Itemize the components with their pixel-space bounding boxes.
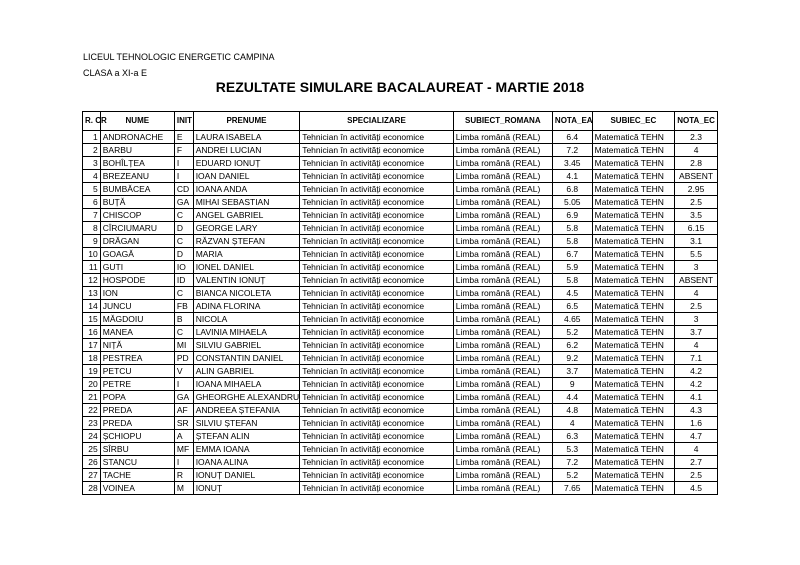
math-subject-cell: Matematică TEHN bbox=[592, 378, 675, 391]
romanian-subject-cell: Limba română (REAL) bbox=[453, 261, 552, 274]
romanian-subject-cell: Limba română (REAL) bbox=[453, 482, 552, 495]
specialization-cell: Tehnician în activități economice bbox=[300, 196, 454, 209]
table-row bbox=[83, 248, 718, 261]
math-subject-cell: Matematică TEHN bbox=[592, 222, 675, 235]
table-row bbox=[83, 235, 718, 248]
romanian-subject-cell: Limba română (REAL) bbox=[453, 352, 552, 365]
math-grade-cell: 5.5 bbox=[675, 248, 718, 261]
initial-cell: CD bbox=[174, 183, 193, 196]
col-header-specializare: SPECIALIZARE bbox=[300, 112, 454, 131]
math-grade-cell: 4.2 bbox=[675, 378, 718, 391]
first-name-cell: ADINA FLORINA bbox=[193, 300, 300, 313]
romanian-subject-cell: Limba română (REAL) bbox=[453, 326, 552, 339]
romanian-subject-cell: Limba română (REAL) bbox=[453, 391, 552, 404]
last-name-cell: PREDA bbox=[100, 417, 174, 430]
initial-cell: IO bbox=[174, 261, 193, 274]
initial-cell: F bbox=[174, 144, 193, 157]
first-name-cell: GHEORGHE ALEXANDRU bbox=[193, 391, 300, 404]
first-name-cell: GEORGE LARY bbox=[193, 222, 300, 235]
math-grade-cell: 1.6 bbox=[675, 417, 718, 430]
col-header-subiec-ec: SUBIEC_EC bbox=[592, 112, 675, 131]
first-name-cell: EDUARD IONUȚ bbox=[193, 157, 300, 170]
romanian-grade-cell: 4.65 bbox=[552, 313, 592, 326]
initial-cell: I bbox=[174, 378, 193, 391]
romanian-grade-cell: 9 bbox=[552, 378, 592, 391]
row-number-cell: 10 bbox=[83, 248, 101, 261]
math-subject-cell: Matematică TEHN bbox=[592, 170, 675, 183]
math-subject-cell: Matematică TEHN bbox=[592, 144, 675, 157]
romanian-grade-cell: 6.8 bbox=[552, 183, 592, 196]
row-number-cell: 5 bbox=[83, 183, 101, 196]
initial-cell: I bbox=[174, 170, 193, 183]
romanian-grade-cell: 6.9 bbox=[552, 209, 592, 222]
row-number-cell: 6 bbox=[83, 196, 101, 209]
math-grade-cell: 4 bbox=[675, 144, 718, 157]
table-row bbox=[83, 196, 718, 209]
math-subject-cell: Matematică TEHN bbox=[592, 339, 675, 352]
row-number-cell: 7 bbox=[83, 209, 101, 222]
romanian-subject-cell: Limba română (REAL) bbox=[453, 365, 552, 378]
first-name-cell: CONSTANTIN DANIEL bbox=[193, 352, 300, 365]
math-subject-cell: Matematică TEHN bbox=[592, 131, 675, 144]
math-subject-cell: Matematică TEHN bbox=[592, 443, 675, 456]
row-number-cell: 23 bbox=[83, 417, 101, 430]
math-grade-cell: 4.7 bbox=[675, 430, 718, 443]
first-name-cell: IONUȚ bbox=[193, 482, 300, 495]
last-name-cell: BUȚĂ bbox=[100, 196, 174, 209]
romanian-grade-cell: 9.2 bbox=[552, 352, 592, 365]
initial-cell: V bbox=[174, 365, 193, 378]
first-name-cell: SILVIU ȘTEFAN bbox=[193, 417, 300, 430]
math-grade-cell: 7.1 bbox=[675, 352, 718, 365]
table-row bbox=[83, 404, 718, 417]
page-title: REZULTATE SIMULARE BACALAUREAT - MARTIE 2018 bbox=[215, 79, 585, 95]
math-grade-cell: 2.7 bbox=[675, 456, 718, 469]
first-name-cell: SILVIU GABRIEL bbox=[193, 339, 300, 352]
specialization-cell: Tehnician în activități economice bbox=[300, 261, 454, 274]
romanian-grade-cell: 3.45 bbox=[552, 157, 592, 170]
math-subject-cell: Matematică TEHN bbox=[592, 300, 675, 313]
row-number-cell: 17 bbox=[83, 339, 101, 352]
row-number-cell: 26 bbox=[83, 456, 101, 469]
math-grade-cell: 2.5 bbox=[675, 469, 718, 482]
specialization-cell: Tehnician în activități economice bbox=[300, 235, 454, 248]
initial-cell: FB bbox=[174, 300, 193, 313]
first-name-cell: MARIA bbox=[193, 248, 300, 261]
math-subject-cell: Matematică TEHN bbox=[592, 365, 675, 378]
col-header-nota-ec: NOTA_EC bbox=[675, 112, 718, 131]
math-grade-cell: 3 bbox=[675, 261, 718, 274]
math-subject-cell: Matematică TEHN bbox=[592, 157, 675, 170]
first-name-cell: BIANCA NICOLETA bbox=[193, 287, 300, 300]
math-subject-cell: Matematică TEHN bbox=[592, 313, 675, 326]
math-grade-cell: 2.5 bbox=[675, 300, 718, 313]
table-row bbox=[83, 313, 718, 326]
math-grade-cell: 4 bbox=[675, 443, 718, 456]
romanian-subject-cell: Limba română (REAL) bbox=[453, 417, 552, 430]
romanian-subject-cell: Limba română (REAL) bbox=[453, 222, 552, 235]
romanian-grade-cell: 5.05 bbox=[552, 196, 592, 209]
math-grade-cell: 3.1 bbox=[675, 235, 718, 248]
romanian-grade-cell: 6.2 bbox=[552, 339, 592, 352]
math-subject-cell: Matematică TEHN bbox=[592, 391, 675, 404]
romanian-grade-cell: 5.8 bbox=[552, 274, 592, 287]
row-number-cell: 2 bbox=[83, 144, 101, 157]
math-grade-cell: 4 bbox=[675, 339, 718, 352]
romanian-grade-cell: 5.8 bbox=[552, 222, 592, 235]
last-name-cell: PESTREA bbox=[100, 352, 174, 365]
row-number-cell: 4 bbox=[83, 170, 101, 183]
last-name-cell: PETRE bbox=[100, 378, 174, 391]
specialization-cell: Tehnician în activități economice bbox=[300, 222, 454, 235]
row-number-cell: 22 bbox=[83, 404, 101, 417]
first-name-cell: EMMA IOANA bbox=[193, 443, 300, 456]
row-number-cell: 21 bbox=[83, 391, 101, 404]
specialization-cell: Tehnician în activități economice bbox=[300, 417, 454, 430]
romanian-grade-cell: 7.2 bbox=[552, 144, 592, 157]
romanian-grade-cell: 6.4 bbox=[552, 131, 592, 144]
romanian-grade-cell: 4.1 bbox=[552, 170, 592, 183]
specialization-cell: Tehnician în activități economice bbox=[300, 365, 454, 378]
math-grade-cell: 3.5 bbox=[675, 209, 718, 222]
romanian-subject-cell: Limba română (REAL) bbox=[453, 430, 552, 443]
table-row bbox=[83, 131, 718, 144]
initial-cell: GA bbox=[174, 196, 193, 209]
last-name-cell: JUNCU bbox=[100, 300, 174, 313]
math-subject-cell: Matematică TEHN bbox=[592, 287, 675, 300]
math-grade-cell: 2.5 bbox=[675, 196, 718, 209]
math-grade-cell: 2.95 bbox=[675, 183, 718, 196]
initial-cell: GA bbox=[174, 391, 193, 404]
first-name-cell: IOANA ALINA bbox=[193, 456, 300, 469]
initial-cell: C bbox=[174, 209, 193, 222]
last-name-cell: MĂGDOIU bbox=[100, 313, 174, 326]
table-row bbox=[83, 430, 718, 443]
romanian-grade-cell: 7.2 bbox=[552, 456, 592, 469]
math-subject-cell: Matematică TEHN bbox=[592, 404, 675, 417]
math-grade-cell: 2.8 bbox=[675, 157, 718, 170]
row-number-cell: 15 bbox=[83, 313, 101, 326]
table-row bbox=[83, 287, 718, 300]
row-number-cell: 9 bbox=[83, 235, 101, 248]
math-subject-cell: Matematică TEHN bbox=[592, 248, 675, 261]
specialization-cell: Tehnician în activități economice bbox=[300, 209, 454, 222]
row-number-cell: 8 bbox=[83, 222, 101, 235]
initial-cell: MF bbox=[174, 443, 193, 456]
row-number-cell: 1 bbox=[83, 131, 101, 144]
row-number-cell: 3 bbox=[83, 157, 101, 170]
math-grade-cell: 4.1 bbox=[675, 391, 718, 404]
specialization-cell: Tehnician în activități economice bbox=[300, 326, 454, 339]
table-row bbox=[83, 144, 718, 157]
romanian-grade-cell: 6.5 bbox=[552, 300, 592, 313]
row-number-cell: 16 bbox=[83, 326, 101, 339]
specialization-cell: Tehnician în activități economice bbox=[300, 300, 454, 313]
romanian-subject-cell: Limba română (REAL) bbox=[453, 443, 552, 456]
romanian-grade-cell: 5.3 bbox=[552, 443, 592, 456]
last-name-cell: BOHÎLȚEA bbox=[100, 157, 174, 170]
romanian-grade-cell: 5.2 bbox=[552, 469, 592, 482]
initial-cell: M bbox=[174, 482, 193, 495]
initial-cell: D bbox=[174, 248, 193, 261]
first-name-cell: ANDREI LUCIAN bbox=[193, 144, 300, 157]
romanian-subject-cell: Limba română (REAL) bbox=[453, 274, 552, 287]
table-row bbox=[83, 456, 718, 469]
first-name-cell: VALENTIN IONUȚ bbox=[193, 274, 300, 287]
romanian-grade-cell: 4.5 bbox=[552, 287, 592, 300]
table-row bbox=[83, 365, 718, 378]
specialization-cell: Tehnician în activități economice bbox=[300, 183, 454, 196]
table-row bbox=[83, 417, 718, 430]
last-name-cell: HOSPODE bbox=[100, 274, 174, 287]
table-row bbox=[83, 157, 718, 170]
row-number-cell: 28 bbox=[83, 482, 101, 495]
table-row bbox=[83, 274, 718, 287]
initial-cell: C bbox=[174, 287, 193, 300]
specialization-cell: Tehnician în activități economice bbox=[300, 287, 454, 300]
math-subject-cell: Matematică TEHN bbox=[592, 456, 675, 469]
specialization-cell: Tehnician în activități economice bbox=[300, 456, 454, 469]
romanian-grade-cell: 5.8 bbox=[552, 235, 592, 248]
last-name-cell: SÎRBU bbox=[100, 443, 174, 456]
math-subject-cell: Matematică TEHN bbox=[592, 352, 675, 365]
specialization-cell: Tehnician în activități economice bbox=[300, 482, 454, 495]
math-subject-cell: Matematică TEHN bbox=[592, 417, 675, 430]
math-grade-cell: 4 bbox=[675, 287, 718, 300]
first-name-cell: IONEL DANIEL bbox=[193, 261, 300, 274]
romanian-subject-cell: Limba română (REAL) bbox=[453, 404, 552, 417]
table-row bbox=[83, 482, 718, 495]
row-number-cell: 12 bbox=[83, 274, 101, 287]
romanian-grade-cell: 5.2 bbox=[552, 326, 592, 339]
last-name-cell: BREZEANU bbox=[100, 170, 174, 183]
math-subject-cell: Matematică TEHN bbox=[592, 469, 675, 482]
math-subject-cell: Matematică TEHN bbox=[592, 482, 675, 495]
first-name-cell: IOAN DANIEL bbox=[193, 170, 300, 183]
table-header-row bbox=[83, 112, 718, 131]
last-name-cell: DRĂGAN bbox=[100, 235, 174, 248]
romanian-subject-cell: Limba română (REAL) bbox=[453, 235, 552, 248]
table-row bbox=[83, 209, 718, 222]
col-header-subiect-romana: SUBIECT_ROMANA bbox=[453, 112, 552, 131]
col-header-nr: R. CR bbox=[83, 112, 101, 131]
row-number-cell: 20 bbox=[83, 378, 101, 391]
initial-cell: D bbox=[174, 222, 193, 235]
table-row bbox=[83, 469, 718, 482]
romanian-grade-cell: 3.7 bbox=[552, 365, 592, 378]
math-grade-cell: 2.3 bbox=[675, 131, 718, 144]
last-name-cell: NIȚĂ bbox=[100, 339, 174, 352]
math-subject-cell: Matematică TEHN bbox=[592, 183, 675, 196]
romanian-subject-cell: Limba română (REAL) bbox=[453, 157, 552, 170]
table-row bbox=[83, 326, 718, 339]
col-header-nota-ea: NOTA_EA bbox=[552, 112, 592, 131]
initial-cell: C bbox=[174, 326, 193, 339]
first-name-cell: IOANA ANDA bbox=[193, 183, 300, 196]
romanian-subject-cell: Limba română (REAL) bbox=[453, 313, 552, 326]
romanian-subject-cell: Limba română (REAL) bbox=[453, 378, 552, 391]
first-name-cell: ȘTEFAN ALIN bbox=[193, 430, 300, 443]
table-row bbox=[83, 170, 718, 183]
specialization-cell: Tehnician în activități economice bbox=[300, 352, 454, 365]
col-header-prenume: PRENUME bbox=[193, 112, 300, 131]
col-header-nume: NUME bbox=[100, 112, 174, 131]
romanian-subject-cell: Limba română (REAL) bbox=[453, 170, 552, 183]
math-grade-cell: 6.15 bbox=[675, 222, 718, 235]
table-row bbox=[83, 378, 718, 391]
last-name-cell: VOINEA bbox=[100, 482, 174, 495]
romanian-subject-cell: Limba română (REAL) bbox=[453, 248, 552, 261]
initial-cell: SR bbox=[174, 417, 193, 430]
math-subject-cell: Matematică TEHN bbox=[592, 274, 675, 287]
last-name-cell: STANCU bbox=[100, 456, 174, 469]
last-name-cell: ȘCHIOPU bbox=[100, 430, 174, 443]
math-subject-cell: Matematică TEHN bbox=[592, 209, 675, 222]
romanian-subject-cell: Limba română (REAL) bbox=[453, 144, 552, 157]
table-row bbox=[83, 391, 718, 404]
specialization-cell: Tehnician în activități economice bbox=[300, 378, 454, 391]
initial-cell: R bbox=[174, 469, 193, 482]
specialization-cell: Tehnician în activități economice bbox=[300, 144, 454, 157]
initial-cell: B bbox=[174, 313, 193, 326]
first-name-cell: IONUȚ DANIEL bbox=[193, 469, 300, 482]
row-number-cell: 25 bbox=[83, 443, 101, 456]
romanian-subject-cell: Limba română (REAL) bbox=[453, 209, 552, 222]
last-name-cell: PREDA bbox=[100, 404, 174, 417]
initial-cell: I bbox=[174, 456, 193, 469]
first-name-cell: RĂZVAN ȘTEFAN bbox=[193, 235, 300, 248]
math-grade-cell: ABSENT bbox=[675, 170, 718, 183]
math-subject-cell: Matematică TEHN bbox=[592, 196, 675, 209]
math-subject-cell: Matematică TEHN bbox=[592, 261, 675, 274]
specialization-cell: Tehnician în activități economice bbox=[300, 391, 454, 404]
row-number-cell: 18 bbox=[83, 352, 101, 365]
last-name-cell: PETCU bbox=[100, 365, 174, 378]
last-name-cell: BARBU bbox=[100, 144, 174, 157]
row-number-cell: 24 bbox=[83, 430, 101, 443]
school-name: LICEUL TEHNOLOGIC ENERGETIC CAMPINA bbox=[83, 52, 275, 62]
specialization-cell: Tehnician în activități economice bbox=[300, 157, 454, 170]
math-grade-cell: 3 bbox=[675, 313, 718, 326]
last-name-cell: BUMBĂCEA bbox=[100, 183, 174, 196]
first-name-cell: LAURA ISABELA bbox=[193, 131, 300, 144]
first-name-cell: NICOLA bbox=[193, 313, 300, 326]
initial-cell: E bbox=[174, 131, 193, 144]
last-name-cell: ANDRONACHE bbox=[100, 131, 174, 144]
initial-cell: MI bbox=[174, 339, 193, 352]
initial-cell: I bbox=[174, 157, 193, 170]
specialization-cell: Tehnician în activități economice bbox=[300, 248, 454, 261]
table-row bbox=[83, 222, 718, 235]
specialization-cell: Tehnician în activități economice bbox=[300, 430, 454, 443]
romanian-subject-cell: Limba română (REAL) bbox=[453, 196, 552, 209]
specialization-cell: Tehnician în activități economice bbox=[300, 339, 454, 352]
last-name-cell: GOAGĂ bbox=[100, 248, 174, 261]
math-grade-cell: 4.2 bbox=[675, 365, 718, 378]
specialization-cell: Tehnician în activități economice bbox=[300, 170, 454, 183]
math-subject-cell: Matematică TEHN bbox=[592, 326, 675, 339]
table-row bbox=[83, 183, 718, 196]
row-number-cell: 27 bbox=[83, 469, 101, 482]
romanian-subject-cell: Limba română (REAL) bbox=[453, 339, 552, 352]
col-header-init: INIT bbox=[174, 112, 193, 131]
initial-cell: ID bbox=[174, 274, 193, 287]
table-body bbox=[83, 131, 718, 495]
specialization-cell: Tehnician în activități economice bbox=[300, 313, 454, 326]
romanian-grade-cell: 4 bbox=[552, 417, 592, 430]
table-row bbox=[83, 443, 718, 456]
row-number-cell: 14 bbox=[83, 300, 101, 313]
romanian-subject-cell: Limba română (REAL) bbox=[453, 183, 552, 196]
math-grade-cell: 4.3 bbox=[675, 404, 718, 417]
math-subject-cell: Matematică TEHN bbox=[592, 235, 675, 248]
table-row bbox=[83, 339, 718, 352]
last-name-cell: MANEA bbox=[100, 326, 174, 339]
initial-cell: A bbox=[174, 430, 193, 443]
row-number-cell: 11 bbox=[83, 261, 101, 274]
row-number-cell: 19 bbox=[83, 365, 101, 378]
last-name-cell: CHISCOP bbox=[100, 209, 174, 222]
last-name-cell: GUTI bbox=[100, 261, 174, 274]
results-table bbox=[82, 111, 718, 495]
math-grade-cell: 4.5 bbox=[675, 482, 718, 495]
specialization-cell: Tehnician în activități economice bbox=[300, 469, 454, 482]
last-name-cell: POPA bbox=[100, 391, 174, 404]
table-row bbox=[83, 352, 718, 365]
initial-cell: C bbox=[174, 235, 193, 248]
initial-cell: AF bbox=[174, 404, 193, 417]
table-row bbox=[83, 261, 718, 274]
first-name-cell: ALIN GABRIEL bbox=[193, 365, 300, 378]
first-name-cell: ANGEL GABRIEL bbox=[193, 209, 300, 222]
class-name: CLASA a XI-a E bbox=[83, 68, 148, 78]
romanian-subject-cell: Limba română (REAL) bbox=[453, 131, 552, 144]
first-name-cell: LAVINIA MIHAELA bbox=[193, 326, 300, 339]
romanian-subject-cell: Limba română (REAL) bbox=[453, 469, 552, 482]
romanian-grade-cell: 7.65 bbox=[552, 482, 592, 495]
romanian-subject-cell: Limba română (REAL) bbox=[453, 456, 552, 469]
row-number-cell: 13 bbox=[83, 287, 101, 300]
first-name-cell: MIHAI SEBASTIAN bbox=[193, 196, 300, 209]
math-subject-cell: Matematică TEHN bbox=[592, 430, 675, 443]
math-grade-cell: 3.7 bbox=[675, 326, 718, 339]
romanian-grade-cell: 5.9 bbox=[552, 261, 592, 274]
romanian-grade-cell: 6.3 bbox=[552, 430, 592, 443]
last-name-cell: TACHE bbox=[100, 469, 174, 482]
table-row bbox=[83, 300, 718, 313]
first-name-cell: IOANA MIHAELA bbox=[193, 378, 300, 391]
first-name-cell: ANDREEA ȘTEFANIA bbox=[193, 404, 300, 417]
romanian-grade-cell: 6.7 bbox=[552, 248, 592, 261]
math-grade-cell: ABSENT bbox=[675, 274, 718, 287]
romanian-grade-cell: 4.4 bbox=[552, 391, 592, 404]
specialization-cell: Tehnician în activități economice bbox=[300, 274, 454, 287]
specialization-cell: Tehnician în activități economice bbox=[300, 131, 454, 144]
last-name-cell: ION bbox=[100, 287, 174, 300]
romanian-subject-cell: Limba română (REAL) bbox=[453, 287, 552, 300]
specialization-cell: Tehnician în activități economice bbox=[300, 443, 454, 456]
specialization-cell: Tehnician în activități economice bbox=[300, 404, 454, 417]
last-name-cell: CÎRCIUMARU bbox=[100, 222, 174, 235]
romanian-grade-cell: 4.8 bbox=[552, 404, 592, 417]
initial-cell: PD bbox=[174, 352, 193, 365]
romanian-subject-cell: Limba română (REAL) bbox=[453, 300, 552, 313]
